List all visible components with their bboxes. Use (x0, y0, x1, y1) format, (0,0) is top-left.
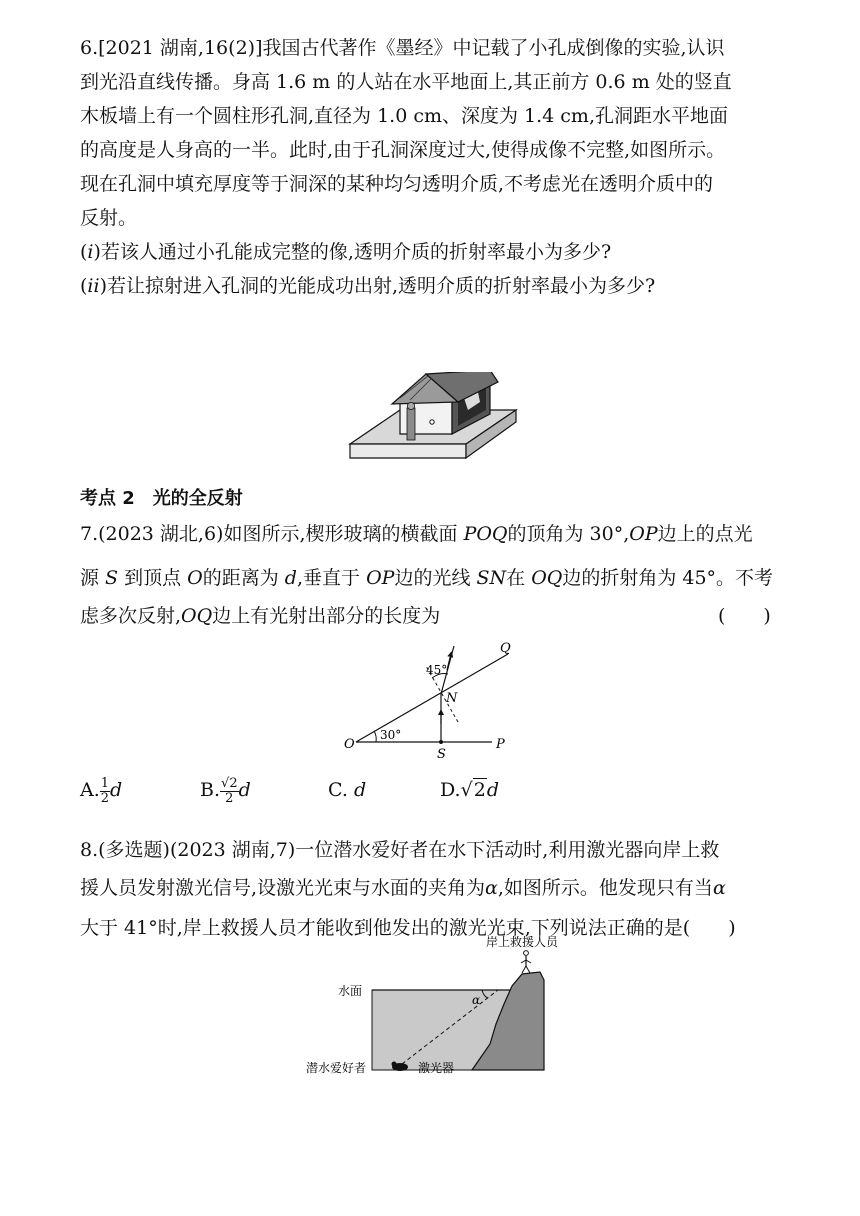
q7-option-a-num: 1 (100, 775, 110, 791)
q7-line2-m: 边的折射角为 45°。不考 (562, 567, 774, 589)
q7-line3-c: 边上有光射出部分的长度为 (212, 605, 441, 627)
q7-option-a-fraction (100, 777, 110, 806)
q6-line-5: 现在孔洞中填充厚度等于洞深的某种均匀透明介质,不考虑光在透明介质中的 (80, 173, 714, 195)
q7-line1-b: POQ (463, 523, 508, 545)
q7-line2-i: 边的光线 (394, 567, 477, 589)
q7-option-b-label: B. (200, 779, 221, 801)
q7-option-b-var: d (238, 779, 251, 801)
q6-figure-house (340, 372, 520, 468)
q7-line-3 (80, 604, 440, 628)
q8-line2-c: ,如图所示。他发现只有当 (497, 877, 713, 899)
q7-option-d-var: d (486, 779, 499, 801)
q8-label-diver: 潜水爱好者 (306, 1061, 367, 1075)
q7-line3-a: 虑多次反射, (80, 605, 182, 627)
q7-option-d-sqrt: √2 (460, 779, 486, 801)
q6-sub-question-1: (i)若该人通过小孔能成完整的像,透明介质的折射率最小为多少? (80, 241, 612, 263)
q7-label-45: 45° (426, 663, 448, 677)
q7-option-a-den: 2 (100, 790, 110, 806)
q8-figure-diver (300, 934, 560, 1084)
q7-option-b-num: √2 (221, 775, 238, 791)
q6-line-1: 6.[2021 湖南,16(2)]我国古代著作《墨经》中记载了小孔成倒像的实验,认识 (80, 37, 725, 59)
q8-label-alpha: α (472, 993, 481, 1007)
q7-line1-c: 的顶角为 30°, (507, 523, 630, 545)
q7-label-n: N (446, 691, 458, 706)
q7-line2-a: 源 (80, 567, 106, 589)
q7-line2-k: 在 (506, 567, 532, 589)
q7-line2-e: 的距离为 (202, 567, 285, 589)
q8-label-rescuer: 岸上救援人员 (486, 935, 559, 949)
q7-point-s (439, 740, 443, 744)
q7-label-s: S (437, 747, 446, 760)
q7-option-d[interactable] (440, 776, 499, 804)
q7-option-b-rad: 2 (229, 775, 238, 791)
q7-option-b[interactable] (200, 776, 251, 806)
q7-option-a-label: A. (80, 779, 100, 801)
q7-label-30: 30° (380, 728, 402, 742)
q7-option-c-label: C. (328, 779, 354, 801)
q6-line-2: 到光沿直线传播。身高 1.6 m 的人站在水平地面上,其正前方 0.6 m 处的竖直 (80, 71, 732, 93)
q7-line2-h: OP (366, 567, 395, 589)
q7-answer-bracket: ( ) (718, 605, 771, 627)
q6-sub-question-2: (ii)若让掠射进入孔洞的光能成功出射,透明介质的折射率最小为多少? (80, 275, 656, 297)
q6-line-3: 木板墙上有一个圆柱形孔洞,直径为 1.0 cm、深度为 1.4 cm,孔洞距水平地面 (80, 105, 728, 127)
q7-option-d-label: D. (440, 779, 461, 801)
q7-option-d-rad: 2 (473, 779, 486, 801)
q8-line2-a: 援人员发射激光信号,设激光光束与水面的夹角为 (80, 877, 486, 899)
q7-line1-e: 边上的点光 (657, 523, 753, 545)
q7-line2-c: 到顶点 (118, 567, 188, 589)
q7-option-b-fraction (220, 777, 239, 806)
q6-sub2-text: 若让掠射进入孔洞的光能成功出射,透明介质的折射率最小为多少? (107, 275, 656, 297)
q7-line-2 (80, 566, 773, 590)
q6-sub2-label: ii (87, 275, 100, 297)
q7-figure-wedge (340, 640, 520, 760)
section-heading: 考点 2 光的全反射 (80, 488, 243, 509)
q7-line2-f: d (284, 567, 297, 589)
q6-sub1-label: i (87, 241, 94, 263)
q7-option-a-var: d (110, 779, 123, 801)
q7-line1-d: OP (629, 523, 658, 545)
q7-line2-b: S (105, 567, 119, 589)
q7-option-b-den: 2 (225, 790, 234, 806)
q8-label-laser: 激光器 (418, 1061, 455, 1075)
q7-label-o: O (344, 737, 355, 752)
q6-sub1-text: 若该人通过小孔能成完整的像,透明介质的折射率最小为多少? (100, 241, 612, 263)
q7-option-c[interactable] (328, 776, 366, 804)
q8-line2-b: α (485, 877, 498, 899)
q8-line2-d: α (712, 877, 726, 899)
q7-option-a[interactable] (80, 776, 122, 806)
q7-line2-j: SN (476, 567, 507, 589)
q7-option-c-var: d (353, 779, 367, 801)
q8-label-water: 水面 (338, 984, 363, 998)
q7-line2-d: O (187, 567, 203, 589)
q7-label-q: Q (500, 641, 511, 656)
q7-label-p: P (496, 737, 505, 752)
q7-line2-g: ,垂直于 (296, 567, 367, 589)
q7-line1-a: 7.(2023 湖北,6)如图所示,楔形玻璃的横截面 (80, 523, 464, 545)
q7-line2-l: OQ (531, 567, 563, 589)
q7-line3-b: OQ (181, 605, 213, 627)
q7-line-1 (80, 522, 753, 546)
q8-line-3: 大于 41°时,岸上救援人员才能收到他发出的激光光束,下列说法正确的是( ) (80, 917, 736, 939)
q6-line-4: 的高度是人身高的一半。此时,由于孔洞深度过大,使得成像不完整,如图所示。 (80, 139, 726, 161)
q6-line-6: 反射。 (80, 207, 138, 229)
q8-line-1: 8.(多选题)(2023 湖南,7)一位潜水爱好者在水下活动时,利用激光器向岸上救 (80, 839, 720, 861)
q8-line-2 (80, 876, 726, 900)
